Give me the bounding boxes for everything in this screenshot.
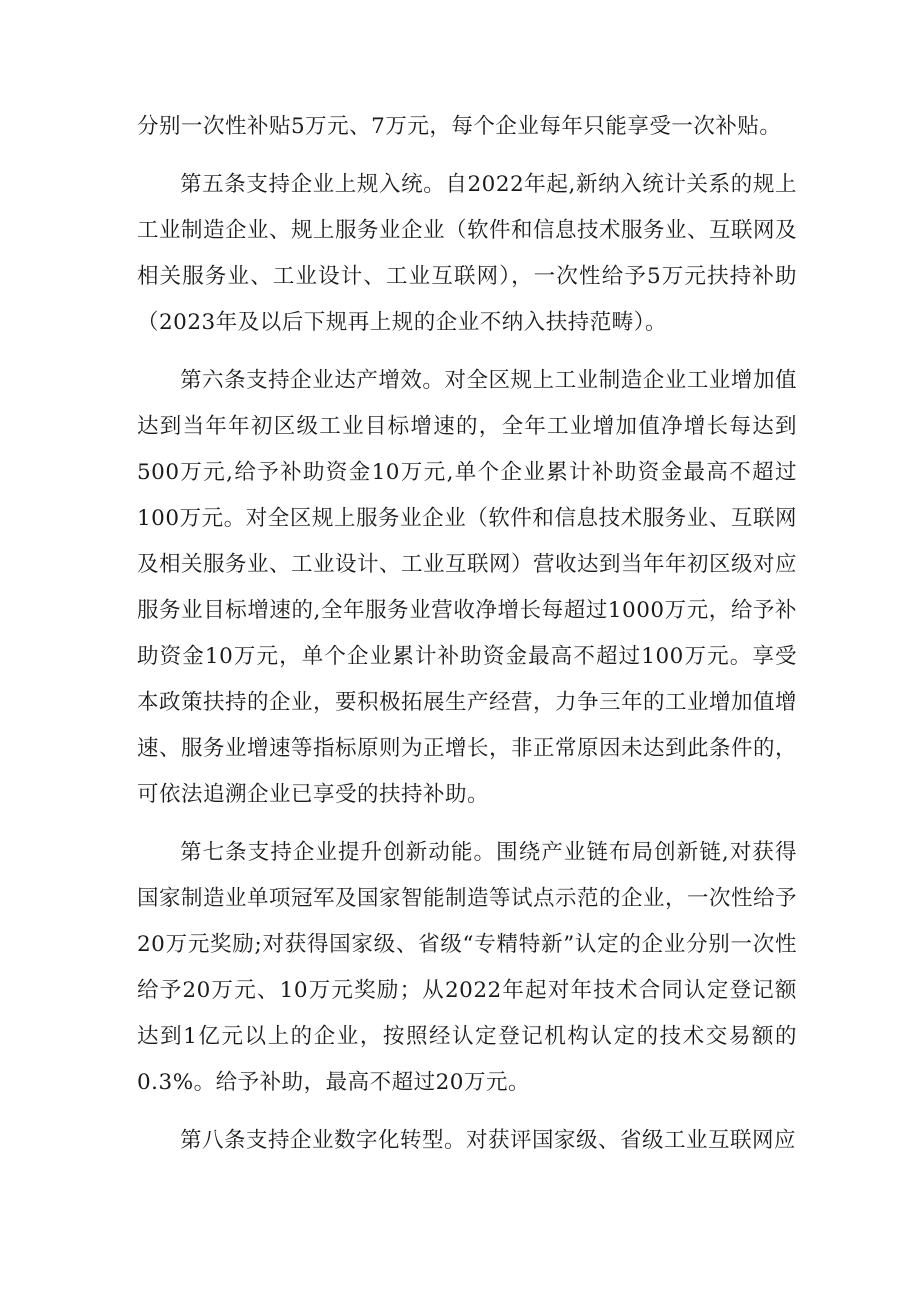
paragraph-article-5 — [137, 162, 797, 346]
paragraph-article-7 — [137, 830, 797, 1106]
paragraph-text: 第八条支持企业数字化转型。对获评国家级、省级工业互联网应 — [180, 1128, 797, 1153]
paragraph-continuation — [137, 104, 797, 150]
paragraph-article-6 — [137, 358, 797, 818]
paragraph-text: 第七条支持企业提升创新动能。围绕产业链布局创新链,对获得国家制造业单项冠军及国家智能制造等试点示范的企业，一次性给予20万元奖励;对获得国家级、省级“专精特新”认定的企业分别一次性给予20万元、10万元奖励；从2022年起对年技术合同认定登记额达到1亿元以上的企业，按照经认定登记机构认定的技术交易额的0.3%。给予补助，最高不超过20万元。 — [137, 840, 798, 1095]
paragraph-text: 第五条支持企业上规入统。自2022年起,新纳入统计关系的规上工业制造企业、规上服务业企业（软件和信息技术服务业、互联网及相关服务业、工业设计、工业互联网），一次性给予5万元扶持补助（2023年及以后下规再上规的企业不纳入扶持范畴）。 — [137, 172, 798, 335]
paragraph-article-8 — [137, 1118, 797, 1164]
paragraph-text: 分别一次性补贴5万元、7万元，每个企业每年只能享受一次补贴。 — [137, 114, 782, 139]
paragraph-text: 第六条支持企业达产增效。对全区规上工业制造企业工业增加值达到当年年初区级工业目标增速的，全年工业增加值净增长每达到500万元,给予补助资金10万元,单个企业累计补助资金最高不超过100万元。对全区规上服务业企业（软件和信息技术服务业、互联网及相关服务业、工业设计、工业互联网）营收达到当年年初区级对应服务业目标增速的,全年服务业营收净增长每超过1000万元，给予补助资金10万元，单个企业累计补助资金最高不超过100万元。享受本政策扶持的企业，要积极拓展生产经营，力争三年的工业增加值增速、服务业增速等指标原则为正增长，非正常原因未达到此条件的，可依法追溯企业已享受的扶持补助。 — [137, 368, 798, 807]
document-body — [137, 104, 797, 1176]
